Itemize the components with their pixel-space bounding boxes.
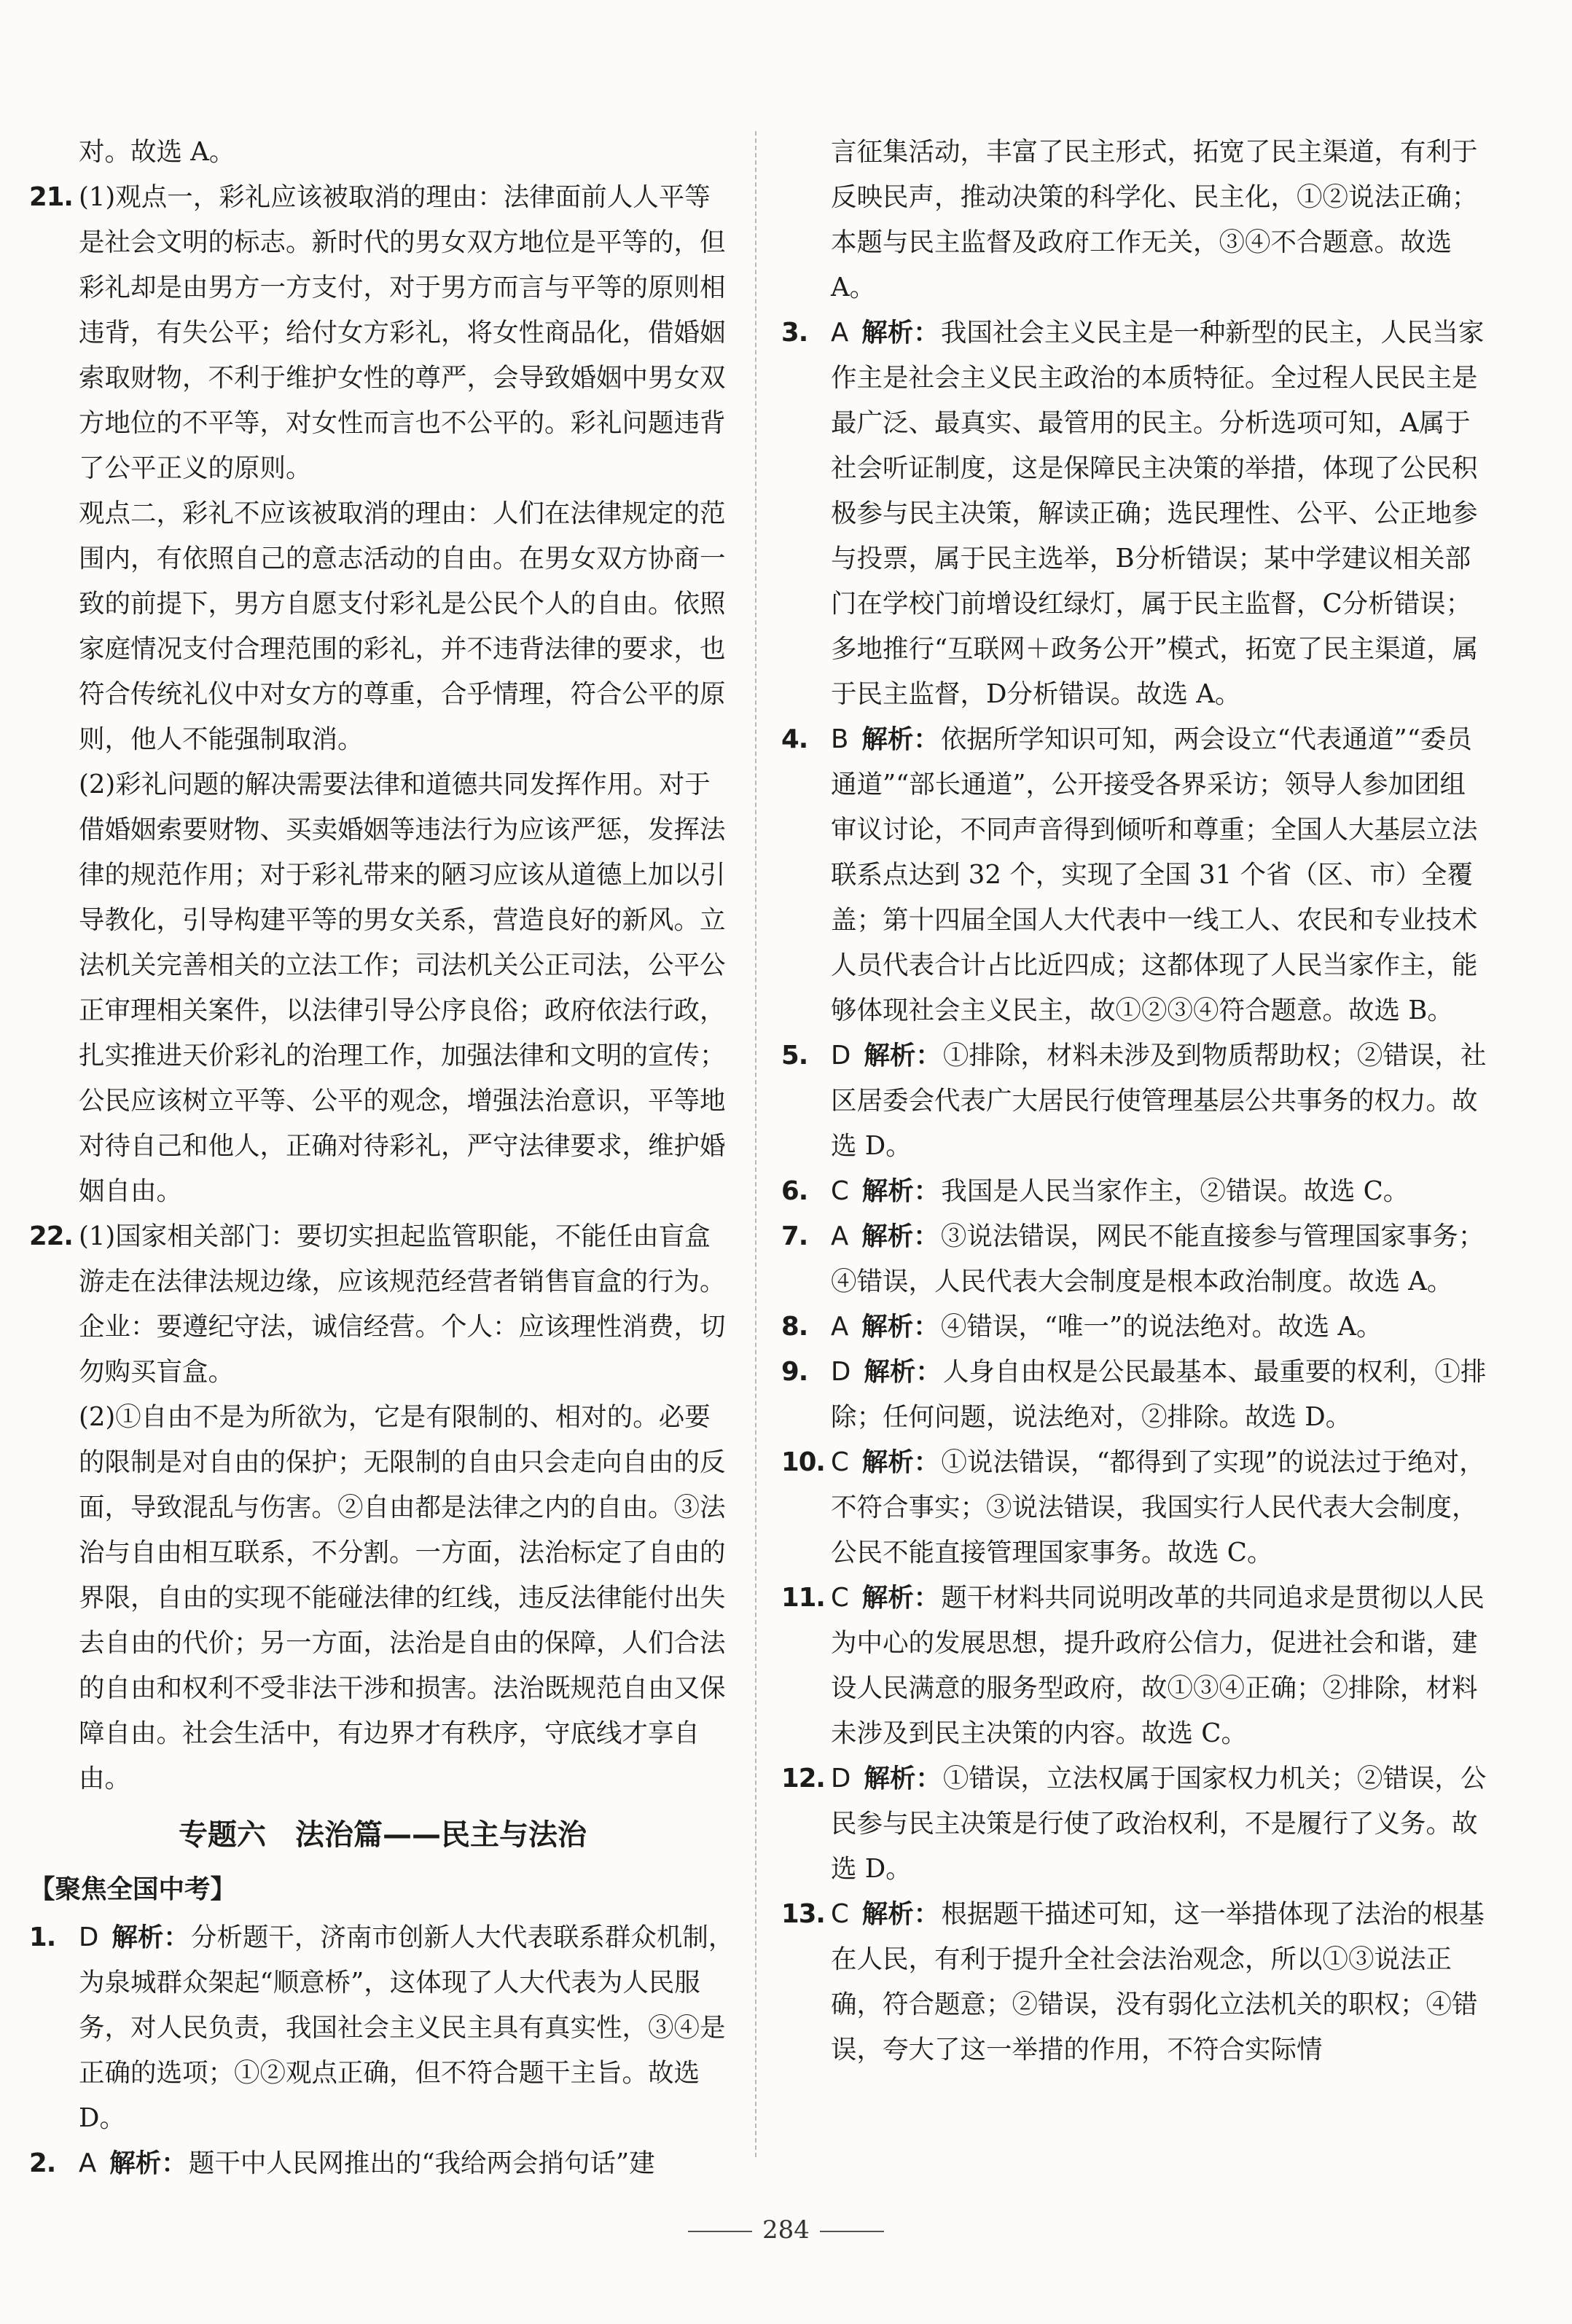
answer-text: ①说法错误，“都得到了实现”的说法过于绝对，不符合事实；③说法错误，我国实行人民代表大会制度，公民不能直接管理国家事务。故选 C。: [831, 1447, 1485, 1568]
item-number: 5.: [781, 1041, 808, 1071]
item-number: 2.: [29, 2148, 56, 2178]
answer-letter: C: [831, 1899, 849, 1929]
analysis-label: 解析：: [112, 1922, 189, 1952]
answer-text: 我国社会主义民主是一种新型的民主，人民当家作主是社会主义民主政治的本质特征。全过程人民民主是最广泛、最真实、最管用的民主。分析选项可知，A属于社会听证制度，这是保障民主决策的举措，体现了公民积极参与民主决策，解读正确；选民理性、公平、公正地参与投票，属于民主选举，B分析错误；某中学建议相关部门在学校门前增设红绿灯，属于民主监督，C分析错误；多地推行“互联网＋政务公开”模式，拓宽了民主渠道，属于民主监督，D分析错误。故选 A。: [831, 318, 1485, 709]
answer-paragraph: (2)彩礼问题的解决需要法律和道德共同发挥作用。对于借婚姻索要财物、买卖婚姻等违法行为应该严惩，发挥法律的规范作用；对于彩礼带来的陋习应该从道德上加以引导教化，引导构建平等的男女关系，营造良好的新风。立法机关完善相关的立法工作；司法机关公正司法，公平公正审理相关案件，以法律引导公序良俗；政府依法行政，扎实推进天价彩礼的治理工作，加强法律和文明的宣传；公民应该树立平等、公平的观念，增强法治意识，平等地对待自己和他人，正确对待彩礼，严守法律要求，维护婚姻自由。: [79, 770, 726, 1206]
analysis-label: 解析：: [861, 1447, 940, 1477]
analysis-label: 解析：: [864, 1357, 942, 1387]
answer-item-3: [781, 310, 1488, 717]
answer-item-21: [29, 175, 736, 491]
answer-text: ①错误，立法权属于国家权力机关；②错误，公民参与民主决策是行使了政治权利，不是履行了义务。故选 D。: [831, 1764, 1487, 1884]
item-number: 7.: [781, 1221, 808, 1251]
answer-text: 人身自由权是公民最基本、最重要的权利，①排除；任何问题，说法绝对，②排除。故选 D。: [831, 1357, 1487, 1432]
answer-item-9: [781, 1350, 1488, 1440]
answer-letter: C: [831, 1176, 849, 1206]
answer-letter: D: [79, 1922, 99, 1952]
answer-item-4: [781, 717, 1488, 1033]
page-number: [0, 2215, 1572, 2245]
answer-paragraph: 观点二，彩礼不应该被取消的理由：人们在法律规定的范围内，有依照自己的意志活动的自由。在男女双方协商一致的前提下，男方自愿支付彩礼是公民个人的自由。依照家庭情况支付合理范围的彩礼，并不违背法律的要求，也符合传统礼仪中对女方的尊重，合乎情理，符合公平的原则，他人不能强制取消。: [79, 498, 726, 754]
answer-item-2: [29, 2141, 736, 2186]
page-number-dash: [820, 2231, 884, 2232]
answer-text: 依据所学知识可知，两会设立“代表通道”“委员通道”“部长通道”，公开接受各界采访；领导人参加团组审议讨论，不同声音得到倾听和尊重；全国人大基层立法联系点达到 32 个，实现了全国 31 个省（区、市）全覆盖；第十四届全国人大代表中一线工人、农民和专业技术人员代表合计占比近四成；这都体现了人民当家作主，能够体现社会主义民主，故①②③④符合题意。故选 B。: [831, 724, 1478, 1025]
item-number: 22.: [29, 1221, 73, 1251]
analysis-label: 解析：: [861, 1899, 940, 1929]
answer-letter: A: [831, 318, 849, 348]
answer-item-11: [781, 1576, 1488, 1756]
item-number: 11.: [781, 1583, 825, 1613]
analysis-label: 解析：: [861, 1221, 939, 1251]
analysis-label: 解析：: [109, 2148, 187, 2178]
answer-letter: D: [831, 1041, 851, 1071]
answer-letter: A: [79, 2148, 97, 2178]
answer-text: 分析题干，济南市创新人大代表联系群众机制，为泉城群众架起“顺意桥”，这体现了人大代表为人民服务，对人民负责，我国社会主义民主具有真实性，③④是正确的选项；①②观点正确，但不符合题干主旨。故选 D。: [79, 1922, 735, 2133]
analysis-label: 解析：: [861, 1176, 940, 1206]
answer-item-22: [29, 1214, 736, 1395]
item-number: 12.: [781, 1764, 825, 1793]
item-number: 8.: [781, 1312, 808, 1342]
answer-letter: A: [831, 1221, 849, 1251]
page-number-value: 284: [762, 2215, 810, 2245]
analysis-label: 解析：: [864, 1041, 942, 1071]
continuation-text: 对。故选 A。: [79, 137, 235, 167]
answer-item-7: [781, 1214, 1488, 1304]
item-number: 9.: [781, 1357, 808, 1387]
item-number: 3.: [781, 318, 808, 348]
continuation-text: 言征集活动，丰富了民主形式，拓宽了民主渠道，有利于反映民声，推动决策的科学化、民主化，①②说法正确；本题与民主监督及政府工作无关，③④不合题意。故选 A。: [831, 137, 1478, 302]
answer-letter: A: [831, 1312, 849, 1342]
answer-text: 我国是人民当家作主，②错误。故选 C。: [941, 1176, 1409, 1206]
analysis-label: 解析：: [861, 1583, 940, 1613]
answer-text: ①排除，材料未涉及到物质帮助权；②错误，社区居委会代表广大居民行使管理基层公共事务的权力。故选 D。: [831, 1041, 1487, 1161]
analysis-label: 解析：: [861, 318, 939, 348]
answer-letter: C: [831, 1447, 849, 1477]
subsection-heading: 【聚焦全国中考】: [29, 1874, 237, 1904]
answer-paragraph: (2)①自由不是为所欲为，它是有限制的、相对的。必要的限制是对自由的保护；无限制的自由只会走向自由的反面，导致混乱与伤害。②自由都是法律之内的自由。③法治与自由相互联系，不分割。一方面，法治标定了自由的界限，自由的实现不能碰法律的红线，违反法律能付出失去自由的代价；另一方面，法治是自由的保障，人们合法的自由和权利不受非法干涉和损害。法治既规范自由又保障自由。社会生活中，有边界才有秩序，守底线才享自由。: [79, 1402, 726, 1793]
answer-item-13: [781, 1892, 1488, 2073]
analysis-label: 解析：: [861, 724, 939, 754]
answer-text: 根据题干描述可知，这一举措体现了法治的根基在人民，有利于提升全社会法治观念，所以①③说法正确，符合题意；②错误，没有弱化立法机关的职权；④错误，夸大了这一举措的作用，不符合实际情: [831, 1899, 1485, 2065]
section-title: 专题六 法治篇——民主与法治: [179, 1818, 587, 1852]
item-number: 10.: [781, 1447, 825, 1477]
answer-text: ④错误，“唯一”的说法绝对。故选 A。: [940, 1312, 1383, 1342]
analysis-label: 解析：: [864, 1764, 942, 1793]
item-number: 1.: [29, 1922, 56, 1952]
answer-item-5: [781, 1033, 1488, 1169]
answer-item-6: [781, 1169, 1488, 1214]
answer-item-8: [781, 1304, 1488, 1350]
item-number: 13.: [781, 1899, 825, 1929]
item-number: 4.: [781, 724, 808, 754]
analysis-label: 解析：: [861, 1312, 939, 1342]
answer-item-10: [781, 1440, 1488, 1576]
item-number: 21.: [29, 182, 73, 212]
answer-text: (1)观点一，彩礼应该被取消的理由：法律面前人人平等是社会文明的标志。新时代的男女双方地位是平等的，但彩礼却是由男方一方支付，对于男方而言与平等的原则相违背，有失公平；给付女方彩礼，将女性商品化，借婚姻索取财物，不利于维护女性的尊严，会导致婚姻中男女双方地位的不平等，对女性而言也不公平的。彩礼问题违背了公平正义的原则。: [79, 182, 726, 483]
left-column: [29, 130, 736, 2186]
answer-letter: B: [831, 724, 849, 754]
answer-text: 题干材料共同说明改革的共同追求是贯彻以人民为中心的发展思想，提升政府公信力，促进社会和谐，建设人民满意的服务型政府，故①③④正确；②排除，材料未涉及到民主决策的内容。故选 C。: [831, 1583, 1485, 1748]
answer-item-1: [29, 1915, 736, 2141]
item-number: 6.: [781, 1176, 808, 1206]
answer-text: 题干中人民网推出的“我给两会捎句话”建: [188, 2148, 655, 2178]
answer-text: (1)国家相关部门：要切实担起监管职能，不能任由盲盒游走在法律法规边缘，应该规范经营者销售盲盒的行为。企业：要遵纪守法，诚信经营。个人：应该理性消费，切勿购买盲盒。: [79, 1221, 726, 1387]
answer-text: ③说法错误，网民不能直接参与管理国家事务；④错误，人民代表大会制度是根本政治制度。故选 A。: [831, 1221, 1485, 1296]
page-number-dash: [688, 2231, 752, 2232]
column-divider: [755, 131, 756, 2157]
answer-letter: D: [831, 1764, 851, 1793]
answer-letter: C: [831, 1583, 849, 1613]
answer-letter: D: [831, 1357, 851, 1387]
right-column: [781, 130, 1488, 2073]
answer-item-12: [781, 1756, 1488, 1892]
